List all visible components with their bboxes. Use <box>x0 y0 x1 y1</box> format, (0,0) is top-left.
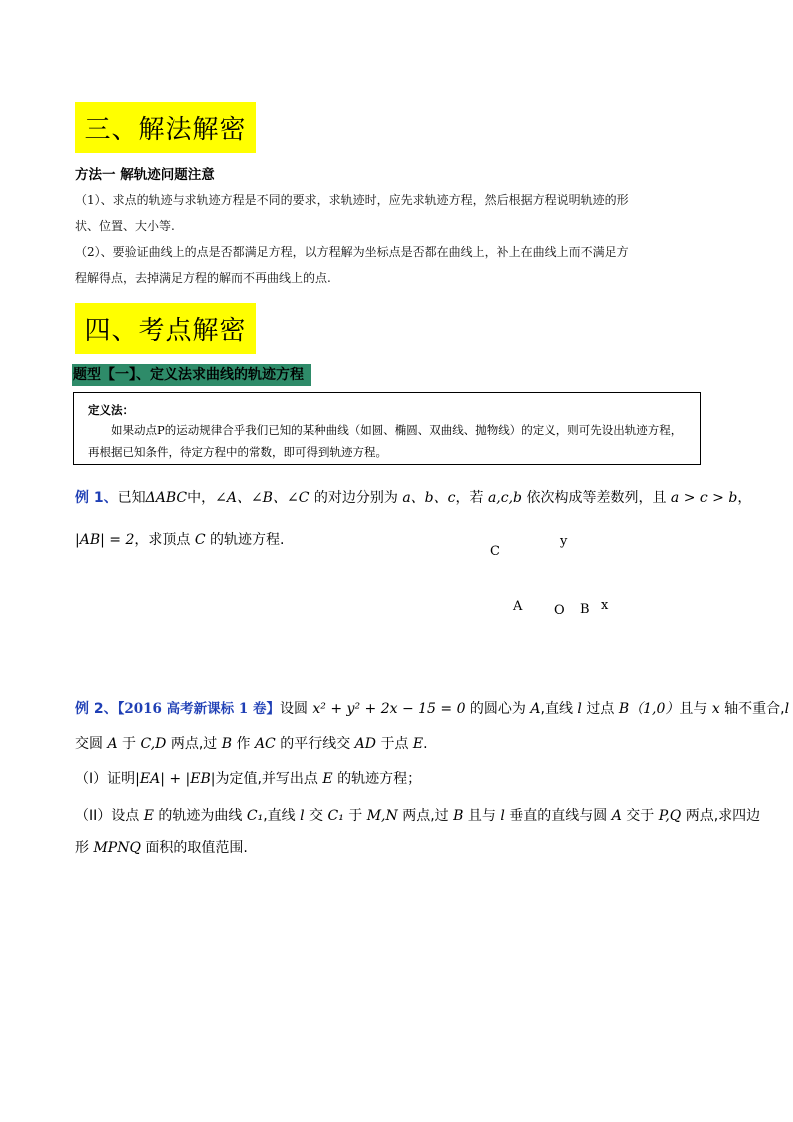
example-2-label: 例 2 <box>75 701 104 717</box>
math-angles: ∠A、∠B、∠C <box>215 490 310 506</box>
example-1-sep: 、 <box>103 490 118 506</box>
figure-label-a: A <box>513 599 523 614</box>
math-c1: C₁ <box>327 808 344 824</box>
text: 依次构成等差数列，且 <box>522 490 671 506</box>
text: 于 <box>117 736 141 752</box>
text: 面积的取值范围. <box>140 840 248 856</box>
text: 于点 <box>376 736 413 752</box>
text: ，若 <box>455 490 488 506</box>
math-sides: a、b、c <box>402 490 456 506</box>
math-e: E <box>412 736 424 752</box>
text: 于 <box>343 808 367 824</box>
text: 且与 <box>463 808 501 824</box>
math-pq: P,Q <box>658 808 682 824</box>
example-2-source: 【2016 高考新课标 1 卷】 <box>117 701 280 717</box>
math-l: l <box>577 701 582 717</box>
text: 为定值,并写出点 <box>215 771 323 787</box>
method-1-point-2-line-2: 程解得点，去掉满足方程的解而不再曲线上的点. <box>75 271 331 285</box>
math-e: E <box>322 771 333 787</box>
math-a: A <box>107 736 118 752</box>
section-heading-4 <box>75 303 256 354</box>
example-2-part-1 <box>75 769 421 789</box>
topic-1-banner: 题型【一】、定义法求曲线的轨迹方程 <box>72 364 311 386</box>
section-heading-4-text: 四、考点解密 <box>84 316 247 346</box>
text: 的轨迹方程； <box>332 771 422 787</box>
figure-label-b: B <box>580 602 590 617</box>
math-inequality: a > c > b <box>670 490 738 506</box>
math-cd: C,D <box>140 736 167 752</box>
math-ab-length: |AB| = 2 <box>75 532 135 548</box>
text: 作 <box>232 736 255 752</box>
text: 交 <box>304 808 328 824</box>
text: 的圆心为 <box>465 701 531 717</box>
math-e: E <box>143 808 154 824</box>
definition-box <box>73 392 701 465</box>
method-1-point-1-line-2: 状、位置、大小等. <box>75 219 175 233</box>
text: （II）设点 <box>75 808 144 824</box>
definition-body: 如果动点P的运动规律合乎我们已知的某种曲线（如圆、椭圆、双曲线、抛物线）的定义，则可先设出轨迹方程，再根据已知条件，待定方程中的常数，即可得到轨迹方程。 <box>88 423 683 459</box>
example-2-line-1 <box>75 699 789 719</box>
figure-label-y: y <box>560 534 568 549</box>
section-heading-3-text: 三、解法解密 <box>84 115 247 145</box>
math-a: A <box>530 701 541 717</box>
text: 的轨迹为曲线 <box>153 808 247 824</box>
math-sequence: a,c,b <box>487 490 522 506</box>
text: 设圆 <box>279 701 313 717</box>
math-b: B <box>221 736 233 752</box>
figure-label-c: C <box>490 544 500 559</box>
section-heading-3 <box>75 102 256 153</box>
figure-label-x: x <box>601 598 609 613</box>
text: 已知 <box>117 490 146 506</box>
text: 的对边分别为 <box>309 490 403 506</box>
math-mn: M,N <box>366 808 398 824</box>
math-ac: AC <box>254 736 276 752</box>
method-1-point-1-line-1: （1）、求点的轨迹与求轨迹方程是不同的要求，求轨迹时，应先求轨迹方程，然后根据方程说明轨迹的形 <box>75 193 629 207</box>
math-c1: C₁ <box>246 808 264 824</box>
math-ea-eb: |EA| + |EB| <box>135 771 216 787</box>
text: ， <box>737 490 752 506</box>
text: 两点,过 <box>166 736 222 752</box>
math-triangle: ΔABC <box>145 490 188 506</box>
example-2-line-2 <box>75 734 428 754</box>
text: （I）证明 <box>75 771 136 787</box>
math-a: A <box>611 808 622 824</box>
math-ad: AD <box>354 736 377 752</box>
text: ,直线 <box>263 808 301 824</box>
example-1-label: 例 1 <box>75 490 104 506</box>
method-1-point-2-line-1: （2）、要验证曲线上的点是否都满足方程，以方程解为坐标点是否都在曲线上，补上在曲线上而不满足方 <box>75 245 629 259</box>
math-circle-equation: x² + y² + 2x − 15 = 0 <box>312 701 466 717</box>
text: 过点 <box>581 701 619 717</box>
text: ,直线 <box>540 701 578 717</box>
math-l: l <box>500 808 505 824</box>
math-b: B <box>453 808 464 824</box>
example-1-line-2 <box>75 530 284 550</box>
example-2-part-2-line-1 <box>75 806 760 826</box>
method-1-title: 方法一 解轨迹问题注意 <box>75 167 215 183</box>
text: 中， <box>187 490 216 506</box>
method-1-point-2 <box>75 239 725 291</box>
text: 形 <box>75 840 94 856</box>
text: 且与 <box>679 701 712 717</box>
example-1-line-1 <box>75 488 751 508</box>
text: 轴不重合, <box>719 701 785 717</box>
text: . <box>423 736 428 752</box>
math-l: l <box>784 701 790 717</box>
figure-label-o: O <box>554 603 565 618</box>
math-vertex-c: C <box>194 532 206 548</box>
text: 垂直的直线与圆 <box>504 808 612 824</box>
text: 两点,求四边 <box>681 808 761 824</box>
example-2-sep: 、 <box>103 701 118 717</box>
math-mpnq: MPNQ <box>93 840 141 856</box>
example-2-part-2-line-2 <box>75 838 248 858</box>
method-1-point-1 <box>75 187 725 239</box>
text: 交于 <box>621 808 659 824</box>
math-l: l <box>300 808 305 824</box>
text: ，求顶点 <box>134 532 195 548</box>
text: 两点,过 <box>397 808 454 824</box>
text: 交圆 <box>75 736 108 752</box>
definition-title: 定义法： <box>88 403 134 417</box>
math-point-b: B（1,0） <box>618 701 680 717</box>
text: 的轨迹方程. <box>205 532 285 548</box>
text: 的平行线交 <box>275 736 355 752</box>
math-x: x <box>711 701 720 717</box>
